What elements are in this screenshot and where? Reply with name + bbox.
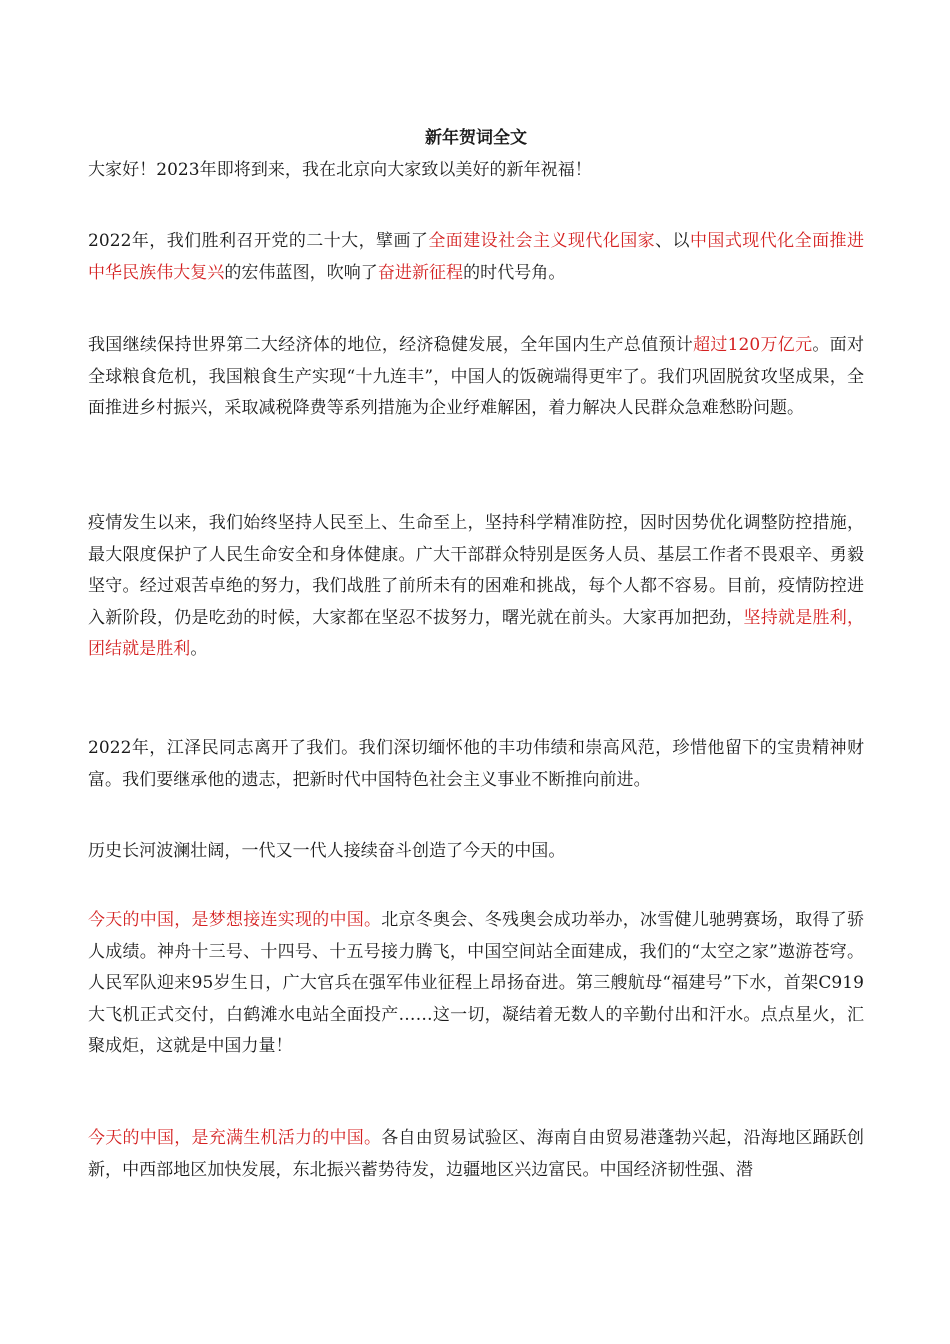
paragraph-dreams-realized xyxy=(88,905,864,1063)
highlighted-phrase: 今天的中国，是充满生机活力的中国。 xyxy=(88,1128,382,1148)
paragraph-epidemic xyxy=(88,508,864,666)
highlighted-phrase: 全面建设社会主义现代化国家 xyxy=(428,231,656,251)
highlighted-phrase: 中国式现代化全面推进中华民族伟大复兴 xyxy=(88,231,864,283)
paragraph-economy xyxy=(88,330,864,425)
text-segment: 我国继续保持世界第二大经济体的地位，经济稳健发展，全年国内生产总值预计 xyxy=(88,335,694,355)
paragraph-history xyxy=(88,836,864,868)
text-segment: 的时代号角。 xyxy=(463,262,566,283)
text-segment: 2022年，我们胜利召开党的二十大，擘画了 xyxy=(88,231,429,251)
text-segment: 大家好！2023年即将到来，我在北京向大家致以美好的新年祝福！ xyxy=(88,160,592,180)
text-segment: 。 xyxy=(190,639,208,659)
paragraph-vitality xyxy=(88,1123,864,1186)
paragraph-jiang-zemin xyxy=(88,733,864,796)
text-segment: 的宏伟蓝图，吹响了 xyxy=(224,262,378,283)
highlighted-phrase: 奋进新征程 xyxy=(377,262,464,283)
highlighted-phrase: 坚持就是胜利，团结就是胜利 xyxy=(88,607,864,659)
paragraph-greeting xyxy=(88,155,864,187)
highlighted-phrase: 超过120万亿元 xyxy=(693,335,813,355)
highlighted-phrase: 今天的中国，是梦想接连实现的中国。 xyxy=(88,910,382,930)
document-title: 新年贺词全文 xyxy=(425,128,527,148)
text-segment: 。面对全球粮食危机，我国粮食生产实现“十九连丰”，中国人的饭碗端得更牢了。我们巩固脱贫攻坚成果，全面推进乡村振兴，采取减税降费等系列措施为企业纾难解困，着力解决人民群众急难愁盼问题。 xyxy=(88,335,865,418)
paragraph-party-congress xyxy=(88,226,864,289)
text-segment: 历史长河波澜壮阔，一代又一代人接续奋斗创造了今天的中国。 xyxy=(88,841,566,861)
text-segment: 疫情发生以来，我们始终坚持人民至上、生命至上，坚持科学精准防控，因时因势优化调整防控措施，最大限度保护了人民生命安全和身体健康。广大干部群众特别是医务人员、基层工作者不畏艰辛、勇毅坚守。经过艰苦卓绝的努力，我们战胜了前所未有的困难和挑战，每个人都不容易。目前，疫情防控进入新阶段，仍是吃劲的时候，大家都在坚忍不拔努力，曙光就在前头。大家再加把劲， xyxy=(88,513,864,628)
text-segment: 北京冬奥会、冬残奥会成功举办，冰雪健儿驰骋赛场，取得了骄人成绩。神舟十三号、十四号、十五号接力腾飞，中国空间站全面建成，我们的“太空之家”遨游苍穹。人民军队迎来95岁生日，广大官兵在强军伟业征程上昂扬奋进。第三艘航母“福建号”下水，首架C919大飞机正式交付，白鹤滩水电站全面投产……这一切，凝结着无数人的辛勤付出和汗水。点点星火，汇聚成炬，这就是中国力量！ xyxy=(88,910,864,1056)
text-segment: 各自由贸易试验区、海南自由贸易港蓬勃兴起，沿海地区踊跃创新，中西部地区加快发展，东北振兴蓄势待发，边疆地区兴边富民。中国经济韧性强、潜 xyxy=(88,1128,864,1180)
text-segment: 2022年，江泽民同志离开了我们。我们深切缅怀他的丰功伟绩和崇高风范，珍惜他留下的宝贵精神财富。我们要继承他的遗志，把新时代中国特色社会主义事业不断推向前进。 xyxy=(88,738,864,790)
text-segment: 、以 xyxy=(655,231,690,251)
